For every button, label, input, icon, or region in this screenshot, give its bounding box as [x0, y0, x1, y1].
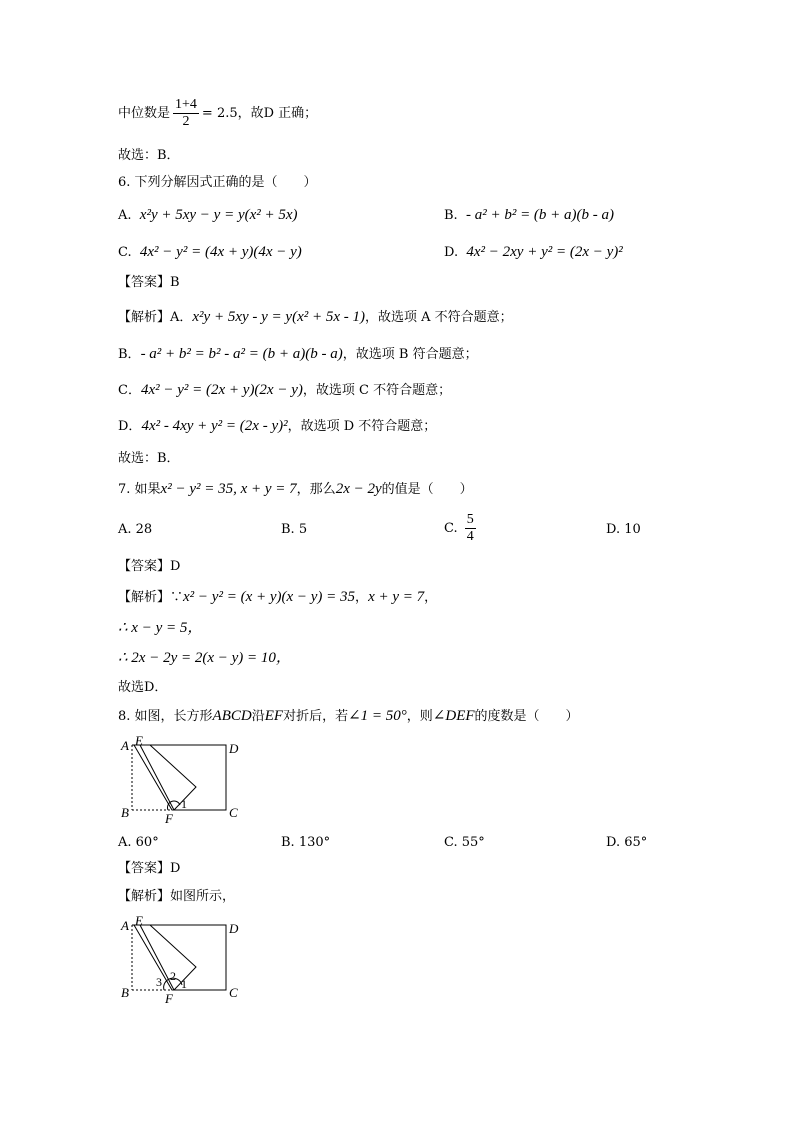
q7-stem [118, 479, 473, 500]
stem-text: 8. 如图，长方形 [118, 709, 213, 724]
q6-explain-d [118, 416, 436, 437]
stem-math: ∠DEF [432, 708, 475, 724]
explain-verdict: ，故选项 C 不符合题意； [302, 383, 452, 398]
median-result: = 2.5，故D 正确； [201, 106, 318, 121]
fraction-denominator: 4 [466, 529, 474, 544]
explain-label: B． [118, 347, 141, 362]
q8-option-d: D. 65° [606, 835, 648, 850]
label-b: B [121, 985, 129, 1000]
option-label: C. [444, 521, 458, 536]
stem-math: ABCD [212, 708, 252, 724]
label-c: C [229, 805, 238, 820]
label-angle-1: 1 [181, 797, 187, 811]
stem-math: EF [264, 708, 284, 724]
stem-text: 7. 如果 [118, 482, 161, 497]
option-label: C. [118, 245, 132, 260]
label-c: C [229, 985, 238, 1000]
q8-stem [118, 706, 579, 727]
stem-text: 的度数是（ ） [474, 709, 579, 724]
explain-label: C． [118, 383, 141, 398]
q8-solution-figure [118, 913, 248, 1008]
median-line [118, 97, 317, 130]
explain-math: x² − y² = (x + y)(x − y) = 35 [183, 589, 356, 605]
q6-answer: 【答案】B [118, 275, 180, 290]
explain-math: 4x² − y² = (2x + y)(2x − y) [140, 382, 303, 398]
explain-label: 【解析】∵ [118, 590, 184, 605]
stem-text: 对折后，若 [283, 709, 349, 724]
explain-verdict: ，故选项 D 不符合题意； [287, 419, 437, 434]
label-e: E [135, 913, 143, 928]
label-b: B [121, 805, 129, 820]
explain-label: 【解析】A． [118, 310, 193, 325]
label-d: D [229, 921, 239, 936]
q6-option-c [118, 242, 302, 263]
stem-text: 的值是（ ） [381, 482, 473, 497]
explain-math: ∴ 2x − 2y = 2(x − y) = 10， [118, 650, 291, 666]
q7-option-d: D. 10 [606, 522, 641, 537]
explain-separator: ， [424, 590, 438, 605]
option-math: - a² + b² = (b + a)(b - a) [465, 207, 615, 223]
choose-b-line: 故选：B． [118, 148, 180, 163]
q6-choose: 故选：B． [118, 451, 180, 466]
q8-figure [118, 733, 248, 828]
option-label: A. [118, 208, 132, 223]
label-a: A [121, 738, 129, 753]
q6-option-a [118, 205, 298, 226]
q7-answer: 【答案】D [118, 559, 181, 574]
label-angle-1: 1 [181, 977, 187, 991]
explain-label: D． [118, 419, 142, 434]
q6-explain-a [118, 307, 513, 328]
label-f: F [165, 811, 173, 826]
q8-answer: 【答案】D [118, 861, 181, 876]
q7-explain-3 [118, 648, 291, 669]
explain-separator: ， [355, 590, 369, 605]
explain-math: x + y = 7 [368, 589, 425, 605]
q6-explain-b [118, 344, 478, 365]
explain-math: ∴ x − y = 5， [118, 620, 203, 636]
explain-math: 4x² - 4xy + y² = (2x - y)² [141, 418, 288, 434]
stem-math: x² − y² = 35, x + y = 7 [160, 481, 297, 497]
explain-math: x²y + 5xy - y = y(x² + 5x - 1) [192, 309, 365, 325]
stem-math: ∠1 = 50° [348, 708, 407, 724]
q7-option-c [444, 512, 479, 545]
stem-text: ，那么 [296, 482, 336, 497]
label-angle-3: 3 [156, 975, 162, 989]
fraction-numerator: 1+4 [175, 97, 197, 112]
stem-text: ，则 [406, 709, 433, 724]
explain-math: - a² + b² = b² - a² = (b + a)(b - a) [140, 346, 343, 362]
q7-choose: 故选D． [118, 680, 168, 695]
option-label: B. [444, 208, 458, 223]
q6-stem: 6. 下列分解因式正确的是（ ） [118, 175, 317, 190]
label-d: D [229, 741, 239, 756]
label-e: E [135, 733, 143, 748]
q7-explain-2 [118, 618, 202, 639]
q6-explain-c [118, 380, 451, 401]
stem-text: 沿 [251, 709, 265, 724]
option-label: D. [444, 245, 459, 260]
q8-option-c: C. 55° [444, 835, 485, 850]
q7-option-a: A. 28 [118, 522, 153, 537]
label-a: A [121, 918, 129, 933]
q6-option-d [444, 242, 623, 263]
median-fraction [173, 97, 199, 130]
explain-verdict: ，故选项 B 符合题意； [342, 347, 478, 362]
stem-math: 2x − 2y [335, 481, 382, 497]
label-angle-2: 2 [170, 969, 176, 983]
q8-option-a: A. 60° [118, 835, 159, 850]
explain-verdict: ，故选项 A 不符合题意； [365, 310, 513, 325]
option-math: x²y + 5xy − y = y(x² + 5x) [139, 207, 298, 223]
option-math: 4x² − y² = (4x + y)(4x − y) [139, 244, 302, 260]
fraction-denominator: 2 [182, 114, 190, 129]
q7-explain-1 [118, 587, 437, 608]
crease-ef [140, 745, 174, 810]
q8-option-b: B. 130° [281, 835, 331, 850]
q7-option-b: B. 5 [281, 522, 308, 537]
median-text: 中位数是 [118, 106, 171, 121]
option-c-fraction [465, 512, 476, 545]
fraction-numerator: 5 [466, 512, 474, 527]
q8-explain: 【解析】如图所示， [118, 889, 236, 904]
option-math: 4x² − 2xy + y² = (2x − y)² [466, 244, 623, 260]
q6-option-b [444, 205, 614, 226]
label-f: F [165, 991, 173, 1006]
